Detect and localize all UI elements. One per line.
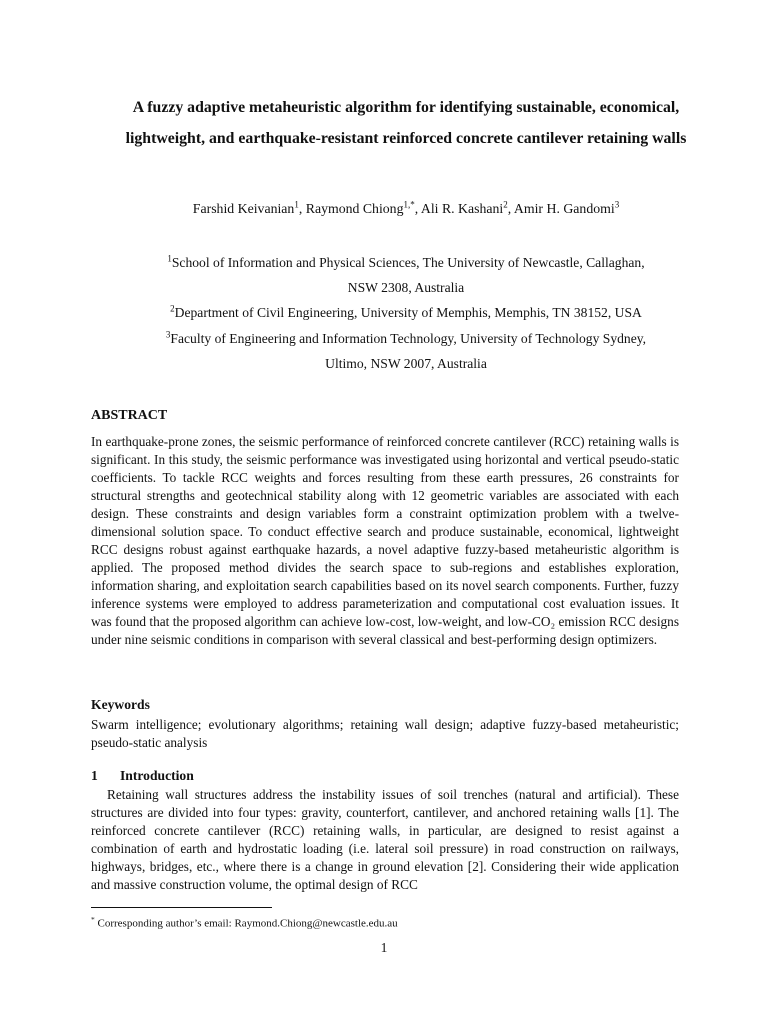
introduction-text: Retaining wall structures address the instability issues of soil trenches (natural and artificial). These structures are divided into four types: gravity, counterfort, cantilever, and anchored retaining walls [1]. The reinforced concrete cantilever (RCC) retaining walls, in particular, are designed to resist against a combination of earth and hydrostatic loading (i.e. lateral soil pressure) in road construction on railways, highways, bridges, etc., where there is a change in ground elevation [2]. Considering their wide application and massive construction volume, the optimal design of RCC — [91, 787, 679, 892]
affiliation-line: Faculty of Engineering and Information Technology, University of Technology Sydney, — [170, 331, 647, 346]
author-name: Amir H. Gandomi — [513, 201, 615, 216]
author-superscript: 1 — [294, 199, 299, 210]
affiliation-line: NSW 2308, Australia — [347, 280, 465, 295]
affiliation-line: School of Information and Physical Sciences, The University of Newcastle, Callaghan, — [171, 255, 645, 270]
affiliation-line: Department of Civil Engineering, University of Memphis, Memphis, TN 38152, USA — [174, 305, 642, 320]
affiliation-mark: 2 — [170, 303, 175, 314]
affiliation-mark: 1 — [167, 253, 172, 264]
affiliation-3 — [120, 326, 692, 376]
author-name: Farshid Keivanian — [192, 201, 295, 216]
page-number: 1 — [380, 940, 388, 955]
section-title: Introduction — [120, 768, 194, 783]
section-number: 1 — [91, 768, 98, 783]
footnote-mark: * — [91, 915, 95, 924]
abstract-text: In earthquake-prone zones, the seismic performance of reinforced concrete cantilever (RCC) retaining walls is significant. In this study, the seismic performance was investigated using horizontal and vertical pseudo-static coefficients. To tackle RCC weights and forces resulting from these earth pressures, 26 constraints for structural strengths and geotechnical stability along with 12 geometric variables are associated with each design. These constraints and design variables form a constraint optimization problem with a twelve-dimensional solution space. To conduct effective search and produce sustainable, economical, lightweight RCC designs robust against earthquake hazards, a novel adaptive fuzzy-based metaheuristic algorithm is applied. The proposed method divides the search space to sub-regions and establishes exploration, information sharing, and exploitation search capabilities based on its novel search components. Further, fuzzy inference systems were employed to address parameterization and computational cost evaluation issues. It was found that the proposed algorithm can achieve low-cost, low-weight, and low-CO₂ emission RCC designs under nine seismic conditions in comparison with several classical and best-performing design optimizers. — [91, 434, 679, 647]
footnote-divider — [91, 907, 272, 908]
author-name: Ali R. Kashani — [420, 201, 504, 216]
author-superscript: 2 — [503, 199, 508, 210]
author-list: Farshid Keivanian$^1$, Raymond Chiong$^{1,*}$, Ali R. Kashani$^2$, Amir H. Gandomi$^3$ — [192, 199, 620, 216]
footnote — [91, 913, 398, 931]
affiliation-line: Ultimo, NSW 2007, Australia — [325, 356, 487, 371]
affiliation-mark: 3 — [165, 329, 171, 340]
author-name: Raymond Chiong — [305, 201, 404, 216]
keywords-heading: Keywords — [91, 697, 150, 712]
abstract-heading: ABSTRACT — [91, 408, 168, 423]
keywords-text: Swarm intelligence; evolutionary algorithms; retaining wall design; adaptive fuzzy-based metaheuristic; pseudo-static analysis — [91, 717, 679, 750]
affiliation-2 — [120, 300, 692, 325]
affiliation-1 — [120, 250, 692, 300]
author-superscript: 1,* — [403, 199, 415, 210]
footnote-text: Corresponding author’s email: Raymond.Chiong@newcastle.edu.au — [97, 917, 398, 930]
author-superscript: 3 — [614, 199, 620, 210]
section-heading-introduction — [91, 767, 194, 785]
paper-title: A fuzzy adaptive metaheuristic algorithm for identifying sustainable, economical, lightweight, and earthquake-resistant reinforced concrete cantilever retaining walls — [125, 99, 687, 147]
